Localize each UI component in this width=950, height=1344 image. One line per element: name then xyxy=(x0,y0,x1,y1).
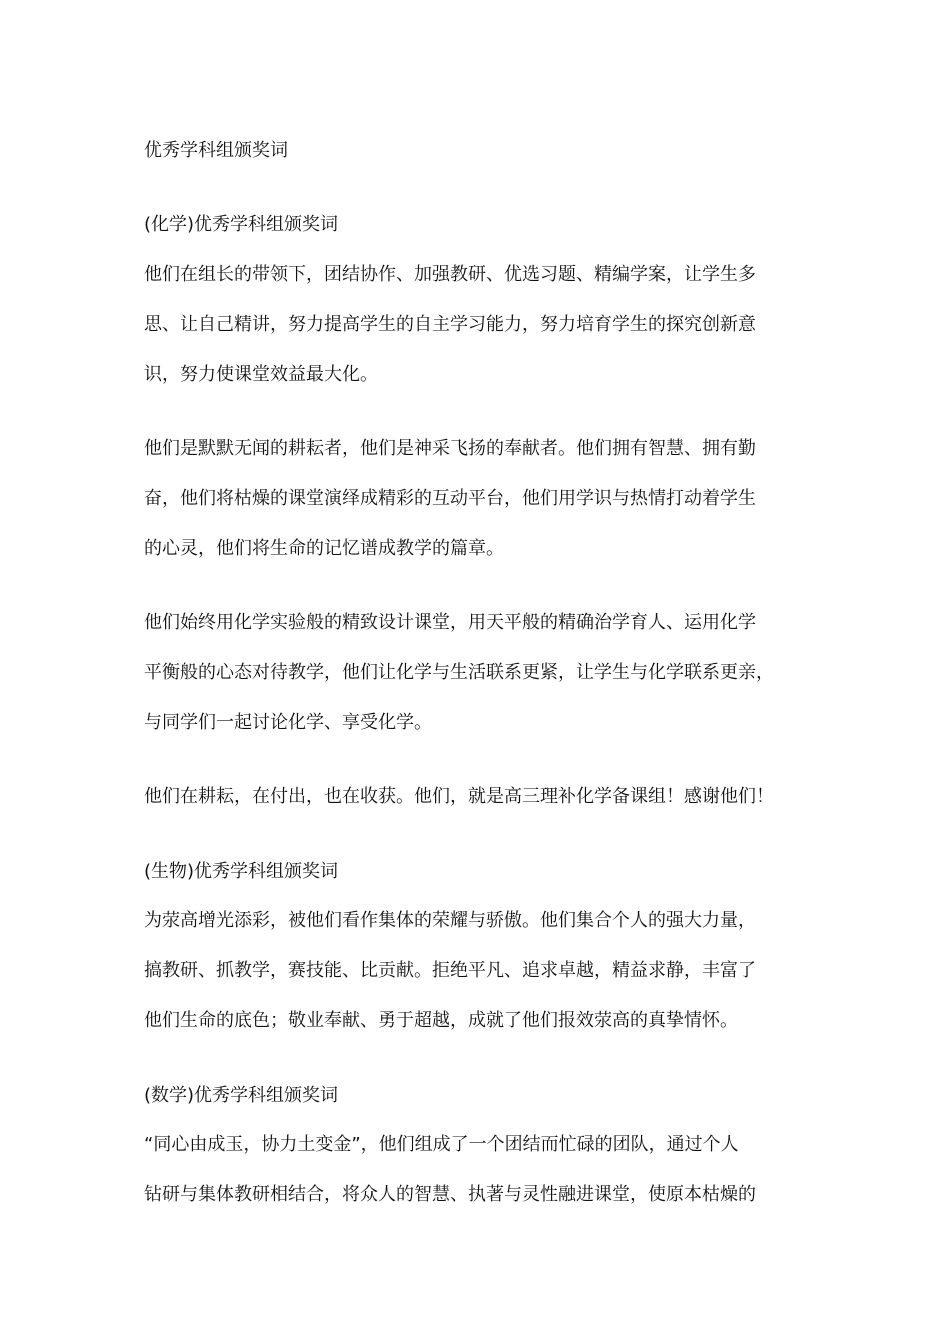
paragraph-biology-1 xyxy=(144,896,814,1046)
text-line: 他们是默默无闻的耕耘者，他们是神采飞扬的奉献者。他们拥有智慧、拥有勤 xyxy=(144,438,756,459)
text-line: 的心灵，他们将生命的记忆谱成教学的篇章。 xyxy=(144,538,504,559)
paragraph-chemistry-3 xyxy=(144,598,814,748)
text-line: 他们始终用化学实验般的精致设计课堂，用天平般的精确治学育人、运用化学 xyxy=(144,612,756,633)
section-heading-chemistry: (化学)优秀学科组颁奖词 xyxy=(144,214,339,235)
text-line: 他们在组长的带领下，团结协作、加强教研、优选习题、精编学案，让学生多 xyxy=(144,264,756,285)
text-line: 搞教研、抓教学，赛技能、比贡献。拒绝平凡、追求卓越，精益求静，丰富了 xyxy=(144,960,756,981)
text-line: 与同学们一起讨论化学、享受化学。 xyxy=(144,712,432,733)
text-line: 奋，他们将枯燥的课堂演绎成精彩的互动平台，他们用学识与热情打动着学生 xyxy=(144,488,756,509)
text-line: “同心由成玉，协力土变金”，他们组成了一个团结而忙碌的团队，通过个人 xyxy=(144,1134,739,1155)
text-line: 钻研与集体教研相结合，将众人的智慧、执著与灵性融进课堂，使原本枯燥的 xyxy=(144,1184,756,1205)
text-line: 平衡般的心态对待教学，他们让化学与生活联系更紧，让学生与化学联系更亲， xyxy=(144,662,774,683)
text-line: 他们生命的底色；敬业奉献、勇于超越，成就了他们报效荥高的真挚情怀。 xyxy=(144,1010,738,1031)
text-line: 他们在耕耘，在付出，也在收获。他们，就是高三理补化学备课组！感谢他们！ xyxy=(144,786,774,807)
paragraph-chemistry-4 xyxy=(144,772,814,822)
section-heading-biology: (生物)优秀学科组颁奖词 xyxy=(144,861,339,882)
text-line: 识，努力使课堂效益最大化。 xyxy=(144,364,378,385)
section-heading-math: (数学)优秀学科组颁奖词 xyxy=(144,1085,339,1106)
paragraph-chemistry-2 xyxy=(144,424,814,574)
text-line: 为荥高增光添彩，被他们看作集体的荣耀与骄傲。他们集合个人的强大力量， xyxy=(144,910,756,931)
paragraph-chemistry-1 xyxy=(144,250,814,400)
text-line: 思、让自己精讲，努力提高学生的自主学习能力，努力培育学生的探究创新意 xyxy=(144,314,756,335)
paragraph-math-1 xyxy=(144,1120,814,1220)
document-title: 优秀学科组颁奖词 xyxy=(144,140,288,161)
